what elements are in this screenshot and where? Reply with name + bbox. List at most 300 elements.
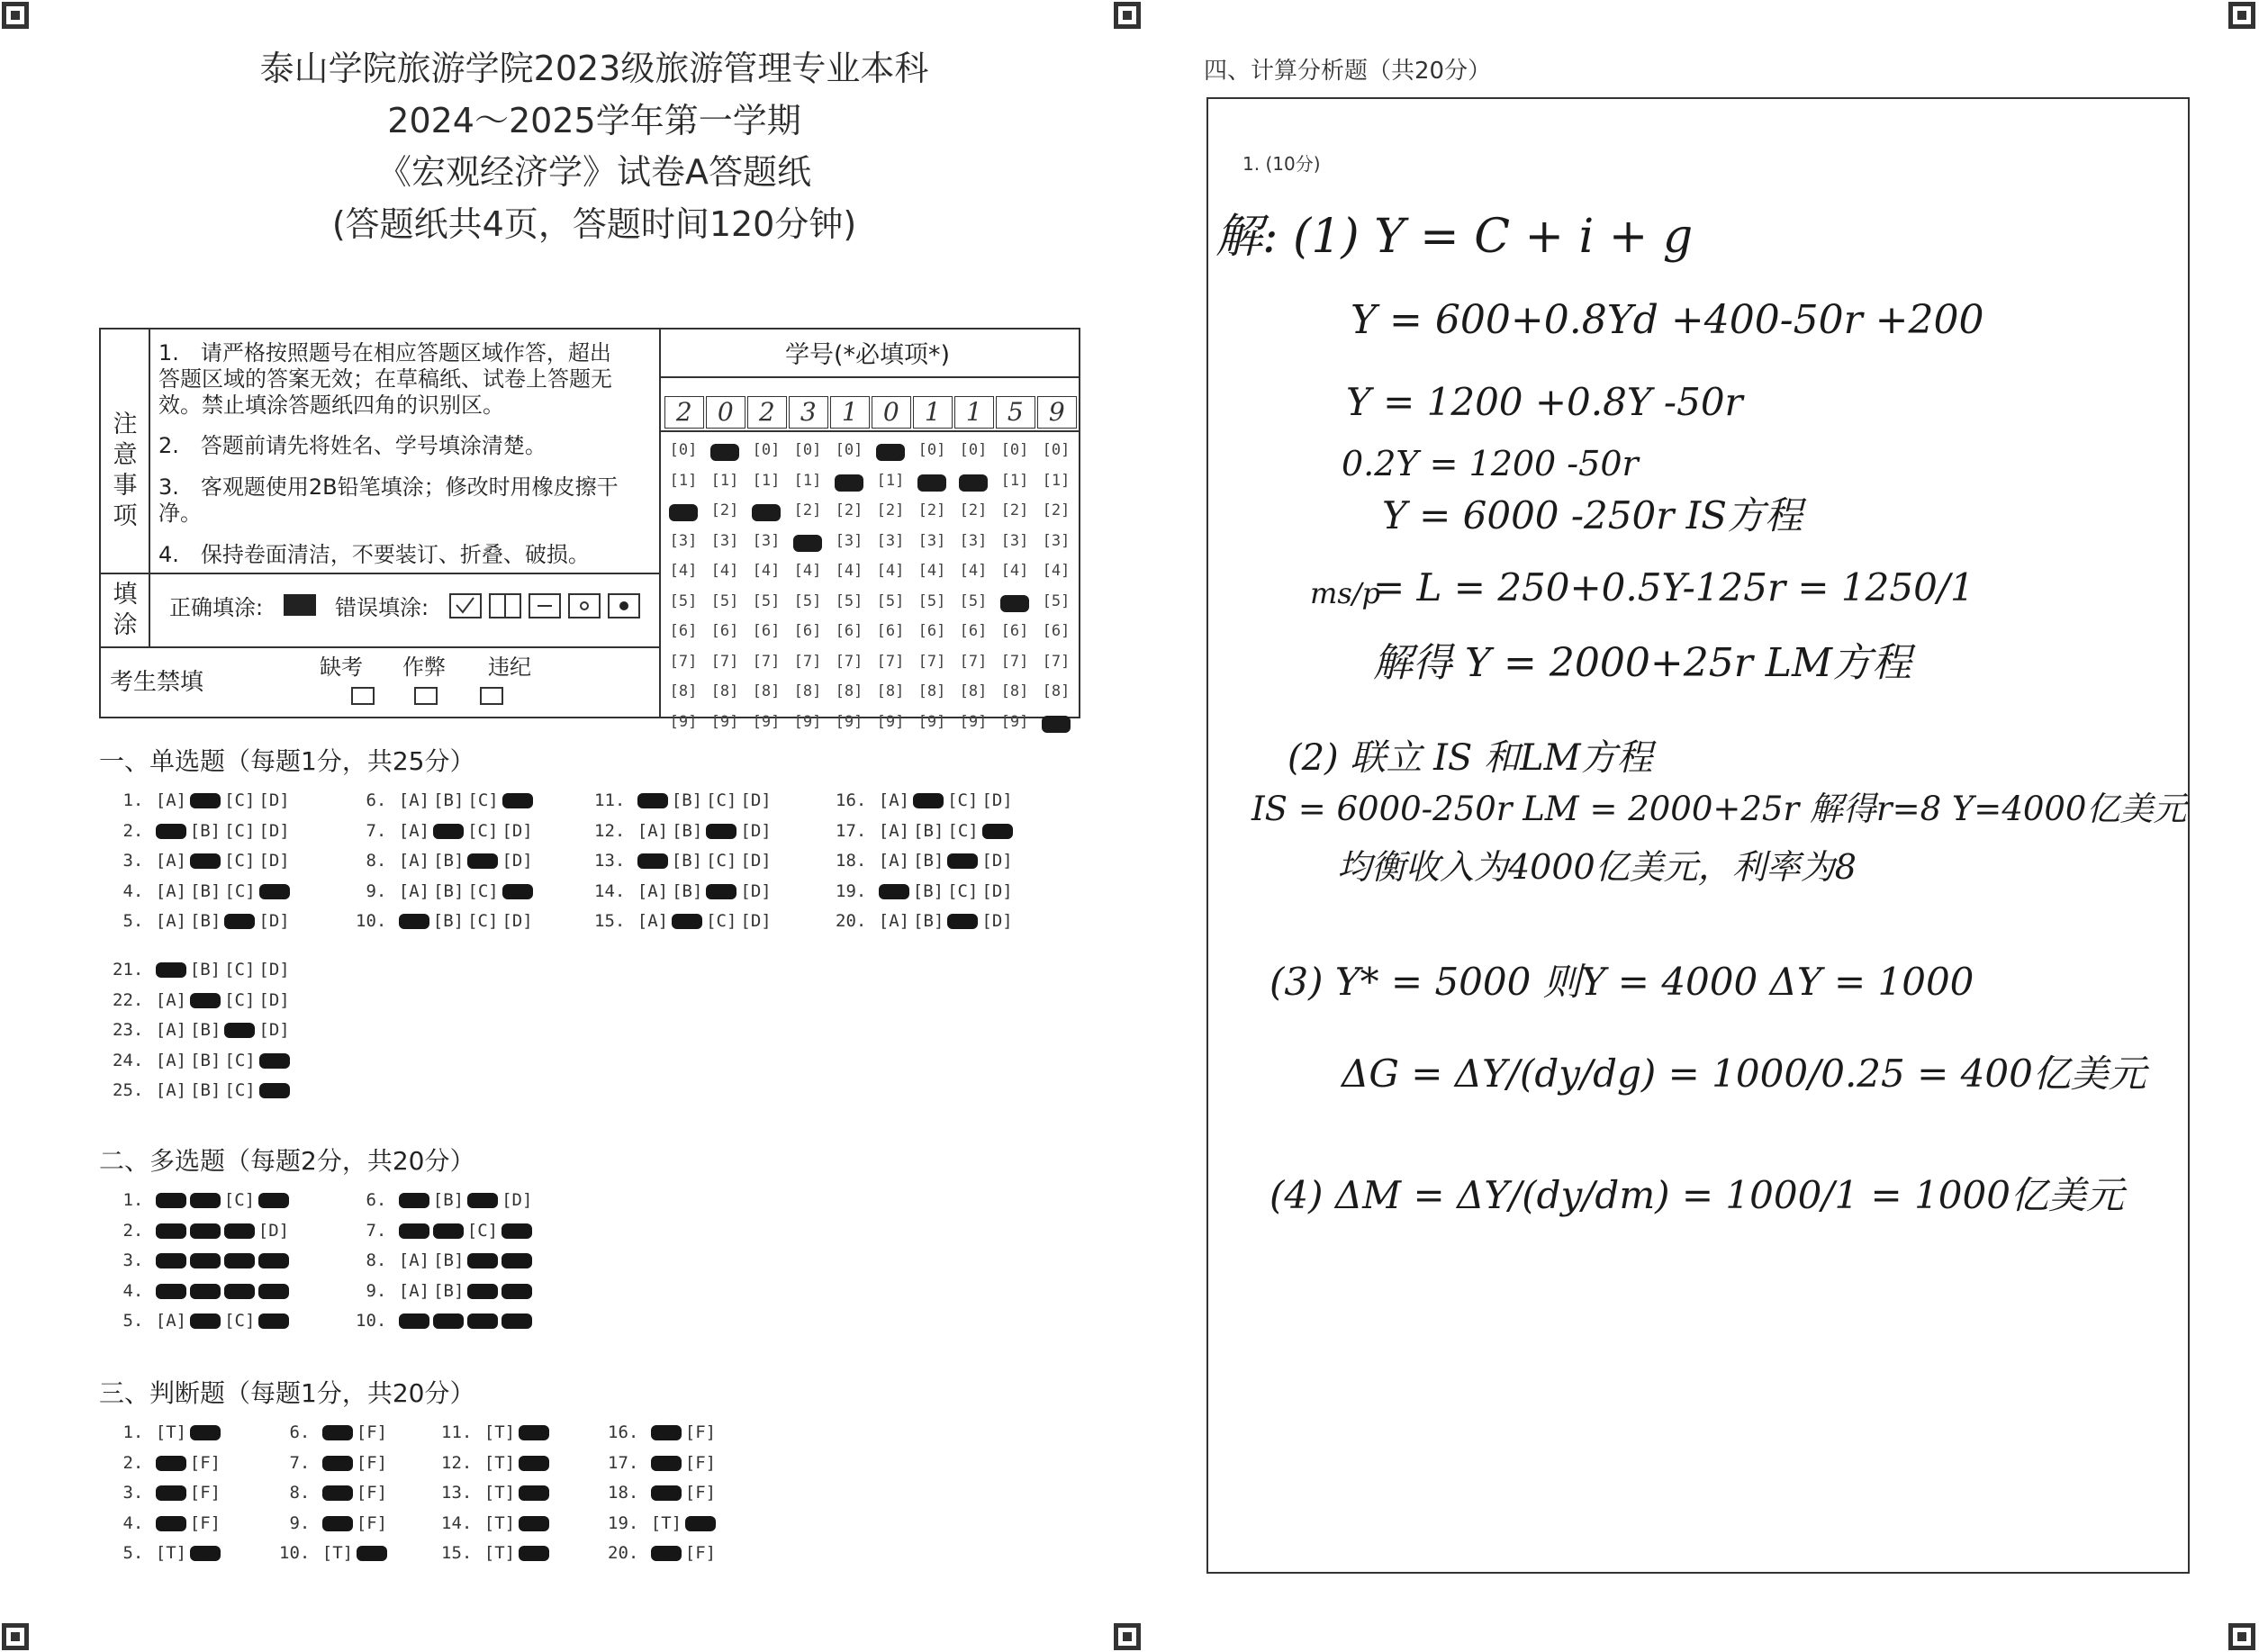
- student-id-bubble[interactable]: [0]: [669, 441, 698, 459]
- answer-bubble-filled[interactable]: [467, 853, 498, 869]
- answer-bubble-filled[interactable]: [501, 1223, 532, 1239]
- answer-bubble-filled[interactable]: [322, 1456, 353, 1471]
- question-number: 1.: [113, 1422, 154, 1442]
- student-id-bubble[interactable]: [7]: [835, 652, 863, 671]
- student-id-bubble-filled[interactable]: [1042, 716, 1071, 733]
- answer-bubble[interactable]: [B]: [433, 1280, 465, 1301]
- answer-bubble-filled[interactable]: [156, 1516, 186, 1531]
- answer-bubble[interactable]: [D]: [501, 851, 533, 871]
- student-id-bubble[interactable]: [4]: [917, 562, 946, 580]
- answer-bubble[interactable]: [A]: [878, 820, 910, 841]
- answer-bubble[interactable]: [C]: [224, 1050, 256, 1070]
- student-id-bubble[interactable]: [4]: [1000, 562, 1029, 580]
- answer-bubble-filled[interactable]: [224, 914, 255, 929]
- student-id-bubble[interactable]: [4]: [793, 562, 822, 580]
- answer-bubble[interactable]: [F]: [189, 1512, 221, 1533]
- student-id-bubble[interactable]: [3]: [917, 531, 946, 550]
- answer-bubble[interactable]: [A]: [637, 820, 669, 841]
- answer-bubble-filled[interactable]: [706, 824, 736, 839]
- student-id-bubble[interactable]: [9]: [917, 712, 946, 731]
- answer-bubble-filled[interactable]: [156, 824, 186, 839]
- answer-bubble-filled[interactable]: [879, 884, 909, 899]
- student-id-bubble[interactable]: [7]: [917, 652, 946, 671]
- answer-bubble[interactable]: [T]: [483, 1483, 516, 1503]
- answer-bubble[interactable]: [B]: [190, 1080, 221, 1100]
- answer-bubble-filled[interactable]: [913, 793, 944, 808]
- notice-label-char-4: 项: [113, 502, 138, 530]
- student-id-bubble[interactable]: [3]: [1000, 531, 1029, 550]
- answer-bubble-filled[interactable]: [190, 993, 221, 1008]
- answer-bubble-filled[interactable]: [258, 1284, 289, 1299]
- student-id-bubble[interactable]: [3]: [876, 531, 905, 550]
- student-id-bubble[interactable]: [9]: [959, 712, 988, 731]
- answer-bubble[interactable]: [F]: [356, 1483, 388, 1503]
- student-id-bubble[interactable]: [8]: [669, 682, 698, 700]
- answer-bubble[interactable]: [B]: [189, 820, 221, 841]
- student-id-bubble[interactable]: [7]: [876, 652, 905, 671]
- answer-bubble-filled[interactable]: [467, 1193, 498, 1208]
- answer-bubble-filled[interactable]: [501, 1253, 532, 1268]
- student-id-bubble[interactable]: [5]: [793, 591, 822, 610]
- student-id-bubble-filled[interactable]: [835, 474, 863, 492]
- student-id-bubble[interactable]: [3]: [959, 531, 988, 550]
- answer-bubble-filled[interactable]: [947, 914, 978, 929]
- student-id-bubble[interactable]: [9]: [669, 712, 698, 731]
- student-id-bubble[interactable]: [8]: [752, 682, 781, 700]
- student-id-digit-box: 9: [1037, 396, 1077, 429]
- student-id-bubble[interactable]: [6]: [793, 622, 822, 640]
- answer-bubble[interactable]: [B]: [912, 880, 944, 901]
- notice-item-4: 4. 保持卷面清洁，不要装订、折叠、破损。: [158, 542, 590, 567]
- answer-bubble-filled[interactable]: [258, 1193, 289, 1208]
- answer-bubble-filled[interactable]: [156, 1456, 186, 1471]
- student-id-bubble[interactable]: [9]: [876, 712, 905, 731]
- answer-bubble[interactable]: [B]: [913, 851, 944, 871]
- answer-bubble-filled[interactable]: [519, 1485, 549, 1501]
- answer-bubble[interactable]: [A]: [155, 790, 187, 810]
- student-id-bubble[interactable]: [6]: [835, 622, 863, 640]
- student-id-bubble[interactable]: [3]: [752, 531, 781, 550]
- answer-bubble[interactable]: [A]: [878, 790, 910, 810]
- student-id-bubble[interactable]: [6]: [1042, 622, 1071, 640]
- answer-bubble-filled[interactable]: [190, 1546, 221, 1561]
- answer-bubble-filled[interactable]: [190, 853, 221, 869]
- answer-bubble-filled[interactable]: [685, 1516, 716, 1531]
- answer-bubble[interactable]: [B]: [433, 790, 465, 810]
- student-id-bubble[interactable]: [2]: [959, 501, 988, 519]
- answer-bubble-filled[interactable]: [467, 1313, 498, 1329]
- question-number: 5.: [113, 1543, 154, 1563]
- student-id-bubble[interactable]: [7]: [959, 652, 988, 671]
- answer-bubble[interactable]: [F]: [684, 1543, 717, 1563]
- answer-bubble-filled[interactable]: [947, 853, 978, 869]
- answer-bubble-filled[interactable]: [190, 1313, 221, 1329]
- answer-bubble[interactable]: [D]: [740, 790, 772, 810]
- answer-bubble[interactable]: [B]: [913, 911, 944, 931]
- answer-bubble-filled[interactable]: [502, 793, 533, 808]
- answer-bubble-filled[interactable]: [224, 1253, 255, 1268]
- answer-bubble-filled[interactable]: [519, 1456, 549, 1471]
- answer-bubble[interactable]: [C]: [467, 880, 499, 901]
- answer-bubble[interactable]: [B]: [671, 851, 703, 871]
- answer-bubble[interactable]: [T]: [155, 1422, 187, 1442]
- student-id-bubble[interactable]: [7]: [752, 652, 781, 671]
- answer-bubble-filled[interactable]: [156, 1253, 186, 1268]
- answer-bubble-filled[interactable]: [190, 1253, 221, 1268]
- student-id-bubble-filled[interactable]: [752, 504, 781, 521]
- student-id-bubble[interactable]: [8]: [1042, 682, 1071, 700]
- student-id-bubble[interactable]: [5]: [917, 591, 946, 610]
- answer-bubble[interactable]: [C]: [224, 880, 256, 901]
- student-id-bubble[interactable]: [9]: [710, 712, 739, 731]
- answer-bubble[interactable]: [B]: [190, 1020, 221, 1040]
- answer-bubble[interactable]: [D]: [740, 911, 772, 931]
- answer-bubble-filled[interactable]: [651, 1546, 682, 1561]
- question-row: [441, 1513, 551, 1533]
- answer-bubble[interactable]: [C]: [224, 960, 256, 979]
- student-id-bubble[interactable]: [8]: [710, 682, 739, 700]
- answer-bubble[interactable]: [B]: [190, 1050, 221, 1070]
- answer-bubble-filled[interactable]: [224, 1284, 255, 1299]
- answer-bubble[interactable]: [C]: [224, 851, 256, 871]
- answer-bubble[interactable]: [C]: [467, 820, 499, 841]
- student-id-bubble[interactable]: [9]: [835, 712, 863, 731]
- student-id-bubble[interactable]: [8]: [876, 682, 905, 700]
- answer-bubble-filled[interactable]: [501, 1284, 532, 1299]
- student-id-bubble[interactable]: [5]: [752, 591, 781, 610]
- answer-bubble-filled[interactable]: [259, 1083, 290, 1098]
- answer-bubble[interactable]: [C]: [706, 851, 737, 871]
- student-id-bubble[interactable]: [4]: [710, 562, 739, 580]
- answer-bubble-filled[interactable]: [706, 884, 736, 899]
- answer-bubble-filled[interactable]: [433, 1223, 464, 1239]
- answer-bubble[interactable]: [T]: [650, 1512, 682, 1533]
- answer-bubble[interactable]: [A]: [155, 911, 187, 931]
- question-number: 12.: [441, 1452, 483, 1473]
- student-id-bubble-filled[interactable]: [876, 444, 905, 461]
- answer-bubble-filled[interactable]: [637, 793, 668, 808]
- cheat-checkbox[interactable]: [414, 687, 438, 705]
- answer-bubble[interactable]: [A]: [637, 911, 669, 931]
- answer-bubble-filled[interactable]: [399, 1313, 429, 1329]
- answer-bubble[interactable]: [A]: [155, 1080, 187, 1100]
- answer-bubble[interactable]: [A]: [398, 790, 430, 810]
- student-id-bubble[interactable]: [3]: [1042, 531, 1071, 550]
- answer-bubble[interactable]: [D]: [981, 790, 1013, 810]
- answer-bubble[interactable]: [C]: [224, 1080, 256, 1100]
- answer-bubble[interactable]: [A]: [878, 911, 910, 931]
- answer-bubble-filled[interactable]: [190, 1425, 221, 1440]
- student-id-bubble[interactable]: [1]: [876, 471, 905, 490]
- answer-bubble-filled[interactable]: [982, 824, 1013, 839]
- student-id-bubble-filled[interactable]: [793, 535, 822, 552]
- answer-bubble[interactable]: [A]: [155, 1020, 187, 1040]
- answer-bubble-filled[interactable]: [224, 1223, 255, 1239]
- student-id-bubble[interactable]: [8]: [793, 682, 822, 700]
- answer-bubble[interactable]: [D]: [501, 1190, 533, 1210]
- student-id-bubble[interactable]: [7]: [1042, 652, 1071, 671]
- student-id-bubble[interactable]: [8]: [917, 682, 946, 700]
- answer-bubble[interactable]: [D]: [740, 851, 772, 871]
- answer-bubble[interactable]: [B]: [672, 820, 703, 841]
- answer-bubble[interactable]: [T]: [483, 1543, 516, 1563]
- answer-bubble[interactable]: [T]: [483, 1422, 516, 1442]
- answer-bubble-filled[interactable]: [322, 1485, 353, 1501]
- answer-bubble[interactable]: [T]: [321, 1543, 354, 1563]
- student-id-bubble[interactable]: [6]: [959, 622, 988, 640]
- answer-bubble[interactable]: [D]: [501, 820, 533, 841]
- student-id-bubble[interactable]: [0]: [917, 441, 946, 459]
- answer-bubble-filled[interactable]: [190, 1223, 221, 1239]
- answer-bubble-filled[interactable]: [519, 1546, 549, 1561]
- answer-bubble-filled[interactable]: [190, 793, 221, 808]
- answer-bubble[interactable]: [A]: [637, 880, 669, 901]
- answer-bubble[interactable]: [C]: [706, 911, 737, 931]
- student-id-bubble[interactable]: [5]: [876, 591, 905, 610]
- answer-bubble[interactable]: [C]: [706, 790, 737, 810]
- answer-bubble-filled[interactable]: [651, 1485, 682, 1501]
- answer-bubble[interactable]: [F]: [189, 1452, 221, 1473]
- answer-bubble-filled[interactable]: [156, 1485, 186, 1501]
- answer-bubble[interactable]: [C]: [947, 880, 979, 901]
- student-id-bubble[interactable]: [0]: [752, 441, 781, 459]
- answer-bubble-filled[interactable]: [467, 1253, 498, 1268]
- answer-bubble-filled[interactable]: [433, 824, 464, 839]
- answer-bubble-filled[interactable]: [502, 884, 533, 899]
- student-id-bubble[interactable]: [1]: [1042, 471, 1071, 490]
- answer-bubble-filled[interactable]: [156, 1223, 186, 1239]
- student-id-bubble[interactable]: [3]: [835, 531, 863, 550]
- student-id-bubble[interactable]: [6]: [710, 622, 739, 640]
- student-id-bubble[interactable]: [9]: [752, 712, 781, 731]
- student-id-digit-box: 0: [706, 396, 745, 429]
- answer-bubble[interactable]: [F]: [684, 1452, 717, 1473]
- answer-bubble-filled[interactable]: [399, 1223, 429, 1239]
- answer-bubble[interactable]: [D]: [740, 820, 772, 841]
- answer-bubble[interactable]: [C]: [467, 790, 499, 810]
- question-row: [113, 1513, 222, 1533]
- student-id-bubble[interactable]: [4]: [959, 562, 988, 580]
- student-id-bubble[interactable]: [5]: [959, 591, 988, 610]
- answer-bubble[interactable]: [C]: [224, 820, 256, 841]
- answer-bubble-filled[interactable]: [651, 1456, 682, 1471]
- question-row: [279, 1543, 389, 1563]
- question-number: 10.: [279, 1543, 321, 1563]
- answer-bubble[interactable]: [A]: [878, 851, 910, 871]
- student-id-bubble[interactable]: [1]: [793, 471, 822, 490]
- answer-bubble[interactable]: [A]: [398, 880, 430, 901]
- answer-bubble-filled[interactable]: [156, 1284, 186, 1299]
- answer-bubble-filled[interactable]: [190, 1284, 221, 1299]
- student-id-bubble[interactable]: [6]: [917, 622, 946, 640]
- question-number: 17.: [608, 1452, 649, 1473]
- answer-bubble[interactable]: [A]: [155, 1311, 187, 1331]
- answer-bubble[interactable]: [D]: [981, 880, 1013, 901]
- student-id-bubble[interactable]: [3]: [669, 531, 698, 550]
- student-id-bubble-filled[interactable]: [917, 474, 946, 492]
- answer-bubble[interactable]: [D]: [981, 911, 1013, 931]
- student-id-bubble[interactable]: [7]: [669, 652, 698, 671]
- student-id-bubble[interactable]: [1]: [752, 471, 781, 490]
- student-id-bubble[interactable]: [7]: [793, 652, 822, 671]
- student-id-bubble[interactable]: [1]: [669, 471, 698, 490]
- answer-bubble[interactable]: [B]: [432, 1190, 465, 1210]
- answer-bubble[interactable]: [C]: [947, 790, 979, 810]
- answer-bubble-filled[interactable]: [519, 1425, 549, 1440]
- violation-checkbox[interactable]: [480, 687, 503, 705]
- student-id-bubble[interactable]: [2]: [793, 501, 822, 519]
- answer-bubble[interactable]: [A]: [398, 820, 430, 841]
- student-id-bubble-filled[interactable]: [669, 504, 698, 521]
- answer-bubble[interactable]: [A]: [398, 1280, 430, 1301]
- answer-bubble[interactable]: [B]: [433, 1250, 465, 1270]
- answer-bubble[interactable]: [A]: [155, 989, 187, 1010]
- answer-bubble[interactable]: [B]: [433, 880, 465, 901]
- answer-bubble[interactable]: [F]: [684, 1422, 717, 1442]
- answer-bubble[interactable]: [D]: [258, 989, 290, 1010]
- student-id-bubble[interactable]: [6]: [1000, 622, 1029, 640]
- student-id-bubble[interactable]: [8]: [835, 682, 863, 700]
- student-id-bubble[interactable]: [1]: [710, 471, 739, 490]
- answer-bubble[interactable]: [B]: [432, 911, 465, 931]
- answer-bubble-filled[interactable]: [259, 1053, 290, 1069]
- student-id-bubble[interactable]: [2]: [917, 501, 946, 519]
- student-id-bubble[interactable]: [4]: [1042, 562, 1071, 580]
- answer-bubble[interactable]: [D]: [258, 790, 290, 810]
- answer-bubble-filled[interactable]: [259, 884, 290, 899]
- student-id-bubble[interactable]: [9]: [793, 712, 822, 731]
- question-row: [441, 1483, 551, 1503]
- answer-bubble[interactable]: [D]: [258, 820, 290, 841]
- student-id-bubble[interactable]: [8]: [959, 682, 988, 700]
- answer-bubble-filled[interactable]: [190, 1193, 221, 1208]
- answer-bubble[interactable]: [C]: [466, 1220, 499, 1241]
- answer-bubble[interactable]: [D]: [740, 880, 772, 901]
- student-id-bubble[interactable]: [2]: [710, 501, 739, 519]
- answer-bubble-filled[interactable]: [399, 914, 429, 929]
- question-number: 3.: [113, 1483, 154, 1503]
- answer-bubble[interactable]: [T]: [155, 1543, 187, 1563]
- answer-bubble[interactable]: [C]: [947, 820, 979, 841]
- answer-bubble[interactable]: [F]: [356, 1422, 388, 1442]
- answer-bubble[interactable]: [A]: [398, 851, 430, 871]
- answer-bubble[interactable]: [B]: [190, 911, 221, 931]
- answer-bubble[interactable]: [C]: [224, 989, 256, 1010]
- answer-bubble[interactable]: [A]: [398, 1250, 430, 1270]
- answer-bubble[interactable]: [C]: [224, 1311, 256, 1331]
- absent-checkbox[interactable]: [351, 687, 375, 705]
- student-id-bubble[interactable]: [2]: [1042, 501, 1071, 519]
- answer-bubble[interactable]: [D]: [258, 1020, 290, 1040]
- student-id-bubble-filled[interactable]: [1000, 595, 1029, 612]
- student-id-bubble[interactable]: [2]: [876, 501, 905, 519]
- correct-fill-sample: [284, 594, 316, 616]
- question-row: [279, 1422, 389, 1442]
- answer-bubble[interactable]: [D]: [981, 851, 1013, 871]
- student-id-bubble[interactable]: [2]: [835, 501, 863, 519]
- answer-bubble[interactable]: [B]: [189, 960, 221, 979]
- answer-bubble[interactable]: [D]: [258, 1220, 290, 1241]
- answer-bubble-filled[interactable]: [501, 1313, 532, 1329]
- answer-bubble-filled[interactable]: [637, 853, 668, 869]
- student-id-bubble[interactable]: [6]: [669, 622, 698, 640]
- answer-bubble[interactable]: [D]: [501, 911, 533, 931]
- student-id-bubble[interactable]: [3]: [710, 531, 739, 550]
- answer-bubble-filled[interactable]: [357, 1546, 387, 1561]
- answer-bubble[interactable]: [B]: [190, 880, 221, 901]
- student-id-bubble[interactable]: [7]: [710, 652, 739, 671]
- student-id-bubble[interactable]: [5]: [669, 591, 698, 610]
- student-id-bubble-filled[interactable]: [959, 474, 988, 492]
- student-id-bubble[interactable]: [0]: [1042, 441, 1071, 459]
- answer-bubble[interactable]: [F]: [684, 1483, 717, 1503]
- answer-bubble[interactable]: [B]: [913, 820, 944, 841]
- student-id-bubble[interactable]: [5]: [710, 591, 739, 610]
- student-id-bubble[interactable]: [0]: [959, 441, 988, 459]
- answer-bubble[interactable]: [A]: [155, 880, 187, 901]
- answer-bubble[interactable]: [F]: [189, 1483, 221, 1503]
- answer-bubble-filled[interactable]: [258, 1253, 289, 1268]
- answer-bubble[interactable]: [A]: [155, 851, 187, 871]
- answer-bubble-filled[interactable]: [322, 1425, 353, 1440]
- answer-bubble[interactable]: [B]: [672, 880, 703, 901]
- student-id-bubble[interactable]: [0]: [835, 441, 863, 459]
- student-id-bubble[interactable]: [4]: [752, 562, 781, 580]
- answer-bubble[interactable]: [C]: [224, 790, 256, 810]
- student-id-bubble[interactable]: [2]: [1000, 501, 1029, 519]
- answer-bubble[interactable]: [F]: [356, 1512, 388, 1533]
- student-id-bubble[interactable]: [6]: [752, 622, 781, 640]
- student-id-bubble[interactable]: [1]: [1000, 471, 1029, 490]
- answer-bubble-filled[interactable]: [156, 962, 186, 978]
- student-id-bubble-filled[interactable]: [710, 444, 739, 461]
- answer-bubble-filled[interactable]: [322, 1516, 353, 1531]
- answer-bubble-filled[interactable]: [224, 1023, 255, 1038]
- answer-bubble[interactable]: [D]: [258, 960, 290, 979]
- student-id-bubble[interactable]: [6]: [876, 622, 905, 640]
- student-id-bubble[interactable]: [5]: [835, 591, 863, 610]
- answer-bubble-filled[interactable]: [467, 1284, 498, 1299]
- student-id-bubble[interactable]: [0]: [1000, 441, 1029, 459]
- student-id-bubble[interactable]: [4]: [835, 562, 863, 580]
- student-id-bubble[interactable]: [7]: [1000, 652, 1029, 671]
- answer-bubble[interactable]: [B]: [433, 851, 465, 871]
- answer-bubble-filled[interactable]: [156, 1193, 186, 1208]
- answer-bubble-filled[interactable]: [433, 1313, 464, 1329]
- answer-bubble[interactable]: [C]: [223, 1190, 256, 1210]
- student-id-bubble[interactable]: [8]: [1000, 682, 1029, 700]
- answer-bubble[interactable]: [T]: [483, 1512, 516, 1533]
- student-id-bubble[interactable]: [9]: [1000, 712, 1029, 731]
- answer-bubble-filled[interactable]: [651, 1425, 682, 1440]
- answer-bubble[interactable]: [F]: [356, 1452, 388, 1473]
- answer-bubble[interactable]: [T]: [483, 1452, 516, 1473]
- student-id-bubble[interactable]: [4]: [669, 562, 698, 580]
- student-id-bubble[interactable]: [0]: [793, 441, 822, 459]
- answer-bubble[interactable]: [B]: [671, 790, 703, 810]
- answer-bubble-filled[interactable]: [258, 1313, 289, 1329]
- answer-bubble[interactable]: [D]: [258, 911, 290, 931]
- answer-bubble-filled[interactable]: [399, 1193, 429, 1208]
- student-id-bubble[interactable]: [5]: [1042, 591, 1071, 610]
- answer-bubble-filled[interactable]: [672, 914, 702, 929]
- answer-bubble[interactable]: [D]: [258, 851, 290, 871]
- answer-bubble[interactable]: [A]: [155, 1050, 187, 1070]
- student-id-bubble[interactable]: [4]: [876, 562, 905, 580]
- question-row: [356, 821, 535, 841]
- answer-bubble-filled[interactable]: [519, 1516, 549, 1531]
- answer-bubble[interactable]: [C]: [467, 911, 499, 931]
